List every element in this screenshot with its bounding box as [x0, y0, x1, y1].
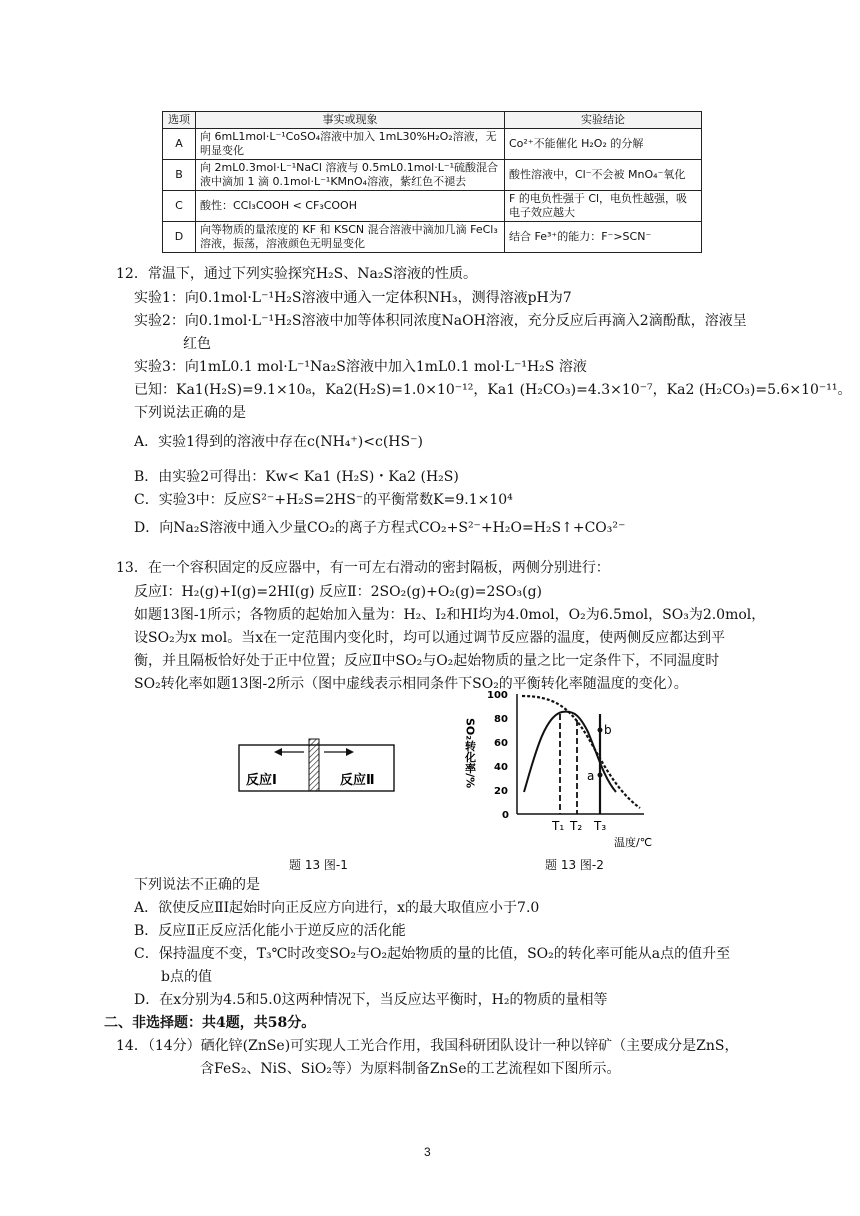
q13-paragraph: 设SO₂为x mol。当x在一定范围内变化时，均可以通过调节反应器的温度，使两侧反应都达到平	[134, 630, 726, 646]
q12-stem: 12．常温下，通过下列实验探究H₂S、Na₂S溶液的性质。	[116, 266, 478, 282]
figure-13-1-caption: 题 13 图-1	[289, 858, 348, 872]
point-a-label: a	[587, 769, 595, 783]
figure-13-1-diagram	[238, 738, 398, 794]
option-fact: 向等物质的量浓度的 KF 和 KSCN 混合溶液中滴加几滴 FeCl₃ 溶液，振荡，溶液颜色无明显变化	[196, 222, 505, 253]
q13-stem: 13．在一个容积固定的反应器中，有一可左右滑动的密封隔板，两侧分别进行：	[116, 560, 610, 576]
table-row	[163, 222, 702, 253]
options-table	[162, 111, 702, 253]
table-header: 事实或现象	[196, 112, 505, 129]
option-conclusion: Co²⁺不能催化 H₂O₂ 的分解	[505, 129, 702, 160]
q12-option-a: A．实验1得到的溶液中存在c(NH₄⁺)<c(HS⁻)	[134, 434, 423, 450]
y-tick-label: 80	[494, 714, 508, 725]
section-heading: 二、非选择题：共4题，共58分。	[104, 1015, 316, 1031]
figure-13-2-caption: 题 13 图-2	[545, 858, 604, 872]
q13-option-c: C．保持温度不变，T₃℃时改变SO₂与O₂起始物质的量的比值，SO₂的转化率可能从a点的值升至	[134, 946, 731, 962]
q12-ask: 下列说法正确的是	[134, 405, 246, 421]
y-tick-label: 40	[494, 762, 508, 773]
x-tick-label: T₃	[594, 819, 607, 833]
option-key: B	[163, 160, 196, 191]
x-tick-label: T₂	[570, 819, 583, 833]
q12-known: 已知：Ka1(H₂S)=9.1×10₈，Ka2(H₂S)=1.0×10⁻¹²，Ka1 (H₂CO₃)=4.3×10⁻⁷，Ka2 (H₂CO₃)=5.6×10⁻¹¹。	[134, 382, 852, 398]
q14-line: 14．（14分）硒化锌(ZnSe)可实现人工光合作用，我国科研团队设计一种以锌矿（主要成分是ZnS，	[116, 1038, 739, 1054]
q12-exp1: 实验1：向0.1mol·L⁻¹H₂S溶液中通入一定体积NH₃，测得溶液pH为7	[134, 290, 572, 306]
x-tick-label: T₁	[552, 819, 565, 833]
right-chamber-label: 反应Ⅱ	[340, 773, 375, 788]
q12-option-d: D．向Na₂S溶液中通入少量CO₂的离子方程式CO₂+S²⁻+H₂O=H₂S↑+CO₃²⁻	[134, 520, 626, 536]
q13-paragraph: 衡，并且隔板恰好处于正中位置；反应Ⅱ中SO₂与O₂起始物质的量之比一定条件下，不同温度时	[134, 653, 720, 669]
q13-option-d: D．在x分别为4.5和5.0这两种情况下，当反应达平衡时，H₂的物质的量相等	[134, 992, 608, 1008]
left-chamber-label: 反应Ⅰ	[246, 773, 277, 788]
figure-13-2-graph	[462, 688, 662, 854]
table-header: 选项	[163, 112, 196, 129]
q13-option-c-cont: b点的值	[161, 969, 212, 985]
option-key: A	[163, 129, 196, 160]
q12-option-c: C．实验3中：反应S²⁻+H₂S=2HS⁻的平衡常数K=9.1×10⁴	[134, 492, 513, 508]
page-number: 3	[424, 1145, 431, 1159]
q13-option-b: B．反应Ⅱ正反应活化能小于逆反应的活化能	[134, 923, 406, 939]
y-tick-label: 100	[487, 690, 508, 701]
option-conclusion: 酸性溶液中，Cl⁻不会被 MnO₄⁻氧化	[505, 160, 702, 191]
table-header: 实验结论	[505, 112, 702, 129]
q13-reactions: 反应Ⅰ：H₂(g)+I(g)=2HI(g) 反应Ⅱ：2SO₂(g)+O₂(g)=2SO₃(g)	[134, 584, 542, 600]
q13-paragraph: SO₂转化率如题13图-2所示（图中虚线表示相同条件下SO₂的平衡转化率随温度的变化）。	[134, 676, 688, 692]
x-axis-label: 温度/℃	[614, 836, 653, 849]
q12-exp2: 实验2：向0.1mol·L⁻¹H₂S溶液中加等体积同浓度NaOH溶液，充分反应后再滴入2滴酚酞，溶液呈	[134, 313, 747, 329]
q12-exp2-cont: 红色	[183, 336, 211, 352]
point-b-label: b	[604, 723, 612, 737]
q12-exp3: 实验3：向1mL0.1 mol·L⁻¹Na₂S溶液中加入1mL0.1 mol·L⁻¹H₂S 溶液	[134, 359, 587, 375]
y-tick-label: 20	[494, 786, 508, 797]
option-fact: 酸性：CCl₃COOH < CF₃COOH	[196, 191, 505, 222]
q12-option-b: B．由实验2可得出：Kw< Ka1 (H₂S)・Ka2 (H₂S)	[134, 469, 459, 485]
q13-option-a: A．欲使反应ⅡI起始时向正反应方向进行，x的最大取值应小于7.0	[134, 900, 540, 916]
q13-ask: 下列说法不正确的是	[134, 877, 260, 893]
q13-paragraph: 如题13图-1所示；各物质的起始加入量为：H₂、I₂和HI均为4.0mol，O₂为6.5mol，SO₃为2.0mol，	[134, 607, 766, 623]
option-fact: 向 6mL1mol·L⁻¹CoSO₄溶液中加入 1mL30%H₂O₂溶液，无明显变化	[196, 129, 505, 160]
option-conclusion: 结合 Fe³⁺的能力：F⁻>SCN⁻	[505, 222, 702, 253]
option-key: D	[163, 222, 196, 253]
option-key: C	[163, 191, 196, 222]
y-tick-label: 0	[502, 810, 509, 821]
q14-line-cont: 含FeS₂、NiS、SiO₂等）为原料制备ZnSe的工艺流程如下图所示。	[200, 1061, 621, 1077]
option-conclusion: F 的电负性强于 Cl，电负性越强，吸电子效应越大	[505, 191, 702, 222]
table-row	[163, 191, 702, 222]
y-tick-label: 60	[494, 738, 508, 749]
option-fact: 向 2mL0.3mol·L⁻¹NaCl 溶液与 0.5mL0.1mol·L⁻¹硫酸混合液中滴加 1 滴 0.1mol·L⁻¹KMnO₄溶液，紫红色不褪去	[196, 160, 505, 191]
table-row	[163, 129, 702, 160]
table-row	[163, 160, 702, 191]
y-axis-label: SO₂转化率/%	[463, 718, 477, 789]
table-header-row	[163, 112, 702, 129]
